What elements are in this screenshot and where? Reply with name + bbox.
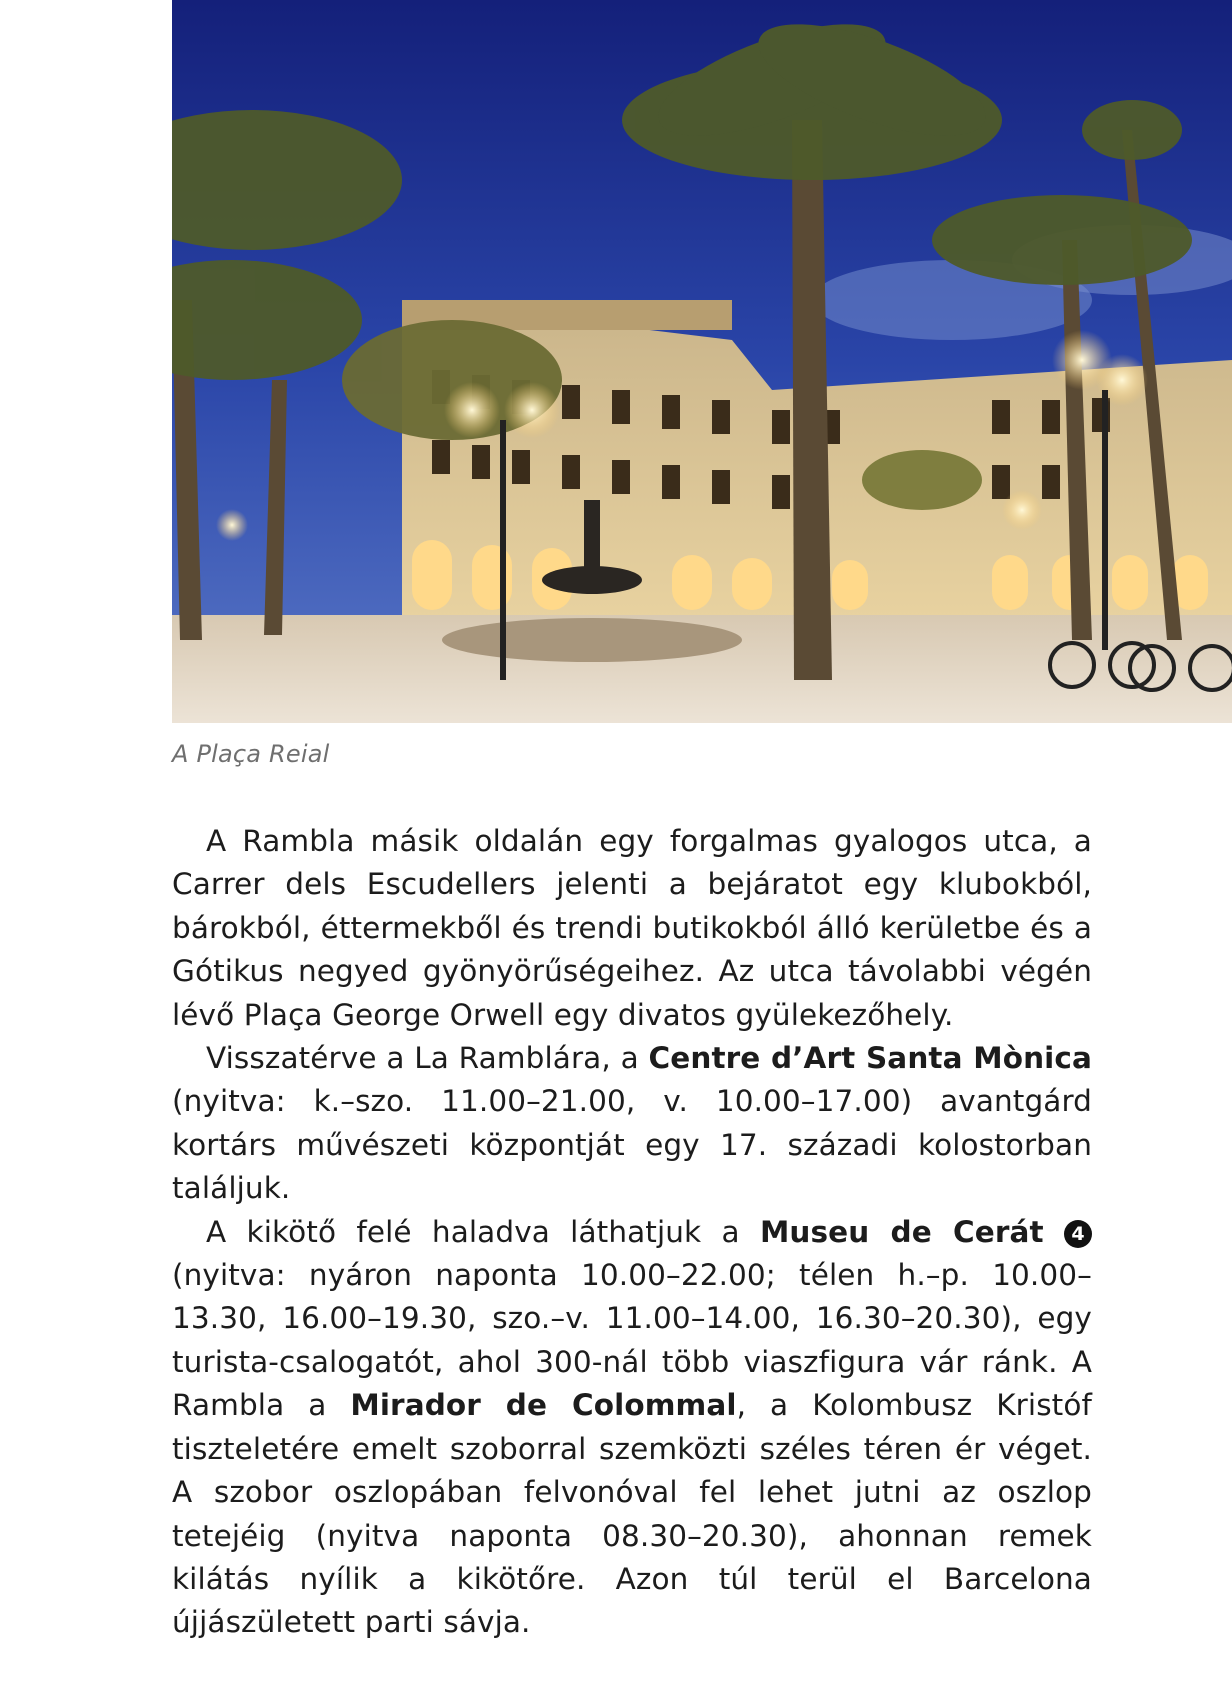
paragraph-1 (172, 820, 1092, 1037)
paragraph-3-text-b: (nyitva: nyáron naponta 10.00–22.00; télen h.–p. 10.00–13.30, 16.00–19.30, szo.–v. 11.00–14.00, 16.30–20.30), egy turista-csalogatót, ahol 300-nál több viaszfigura vár ránk. A Rambla a (172, 1258, 1092, 1423)
centre-art-santa-monica-name: Centre d’Art Santa Mònica (648, 1041, 1092, 1076)
paragraph-2 (172, 1037, 1092, 1211)
museu-de-cera-name: Museu de Cerát (759, 1214, 1044, 1249)
paragraph-3-text-a: A kikötő felé haladva láthatjuk a (206, 1214, 760, 1249)
paragraph-3-text-c: , a Kolombusz Kristóf tiszteletére emelt szoborral szemközti széles téren ér véget. A szobor oszlopában felvonóval fel lehet jutni az oszlop tetejéig (nyitva naponta 08.30–20.30), ahonnan remek kilátás nyílik a kikötőre. Azon túl terül el Barcelona újjászületett parti sávja. (172, 1388, 1092, 1640)
mirador-de-colom-name: Mirador de Colommal (350, 1388, 737, 1423)
paragraph-1-text: A Rambla másik oldalán egy forgalmas gyalogos utca, a Carrer dels Escudellers jelenti a bejáratot egy klubokból, bárokból, éttermekből és trendi butikokból álló kerületbe és a Gótikus negyed gyönyörűségeihez. Az utca távolabbi végén lévő Plaça George Orwell egy divatos gyülekezőhely. (172, 824, 1092, 1032)
paragraph-2-text-b: (nyitva: k.–szo. 11.00–21.00, v. 10.00–17.00) avantgárd kortárs művészeti központját egy 17. századi kolostorban találjuk. (172, 1084, 1092, 1206)
placa-reial-night-photo-icon (172, 0, 1232, 723)
article-body (172, 820, 1092, 1645)
paragraph-3 (172, 1211, 1092, 1645)
photo-caption: A Plaça Reial (172, 740, 330, 768)
placa-reial-photo (172, 0, 1232, 723)
map-marker-number: 4 (1064, 1220, 1092, 1248)
paragraph-2-text-a: Visszatérve a La Ramblára, a (206, 1041, 649, 1076)
